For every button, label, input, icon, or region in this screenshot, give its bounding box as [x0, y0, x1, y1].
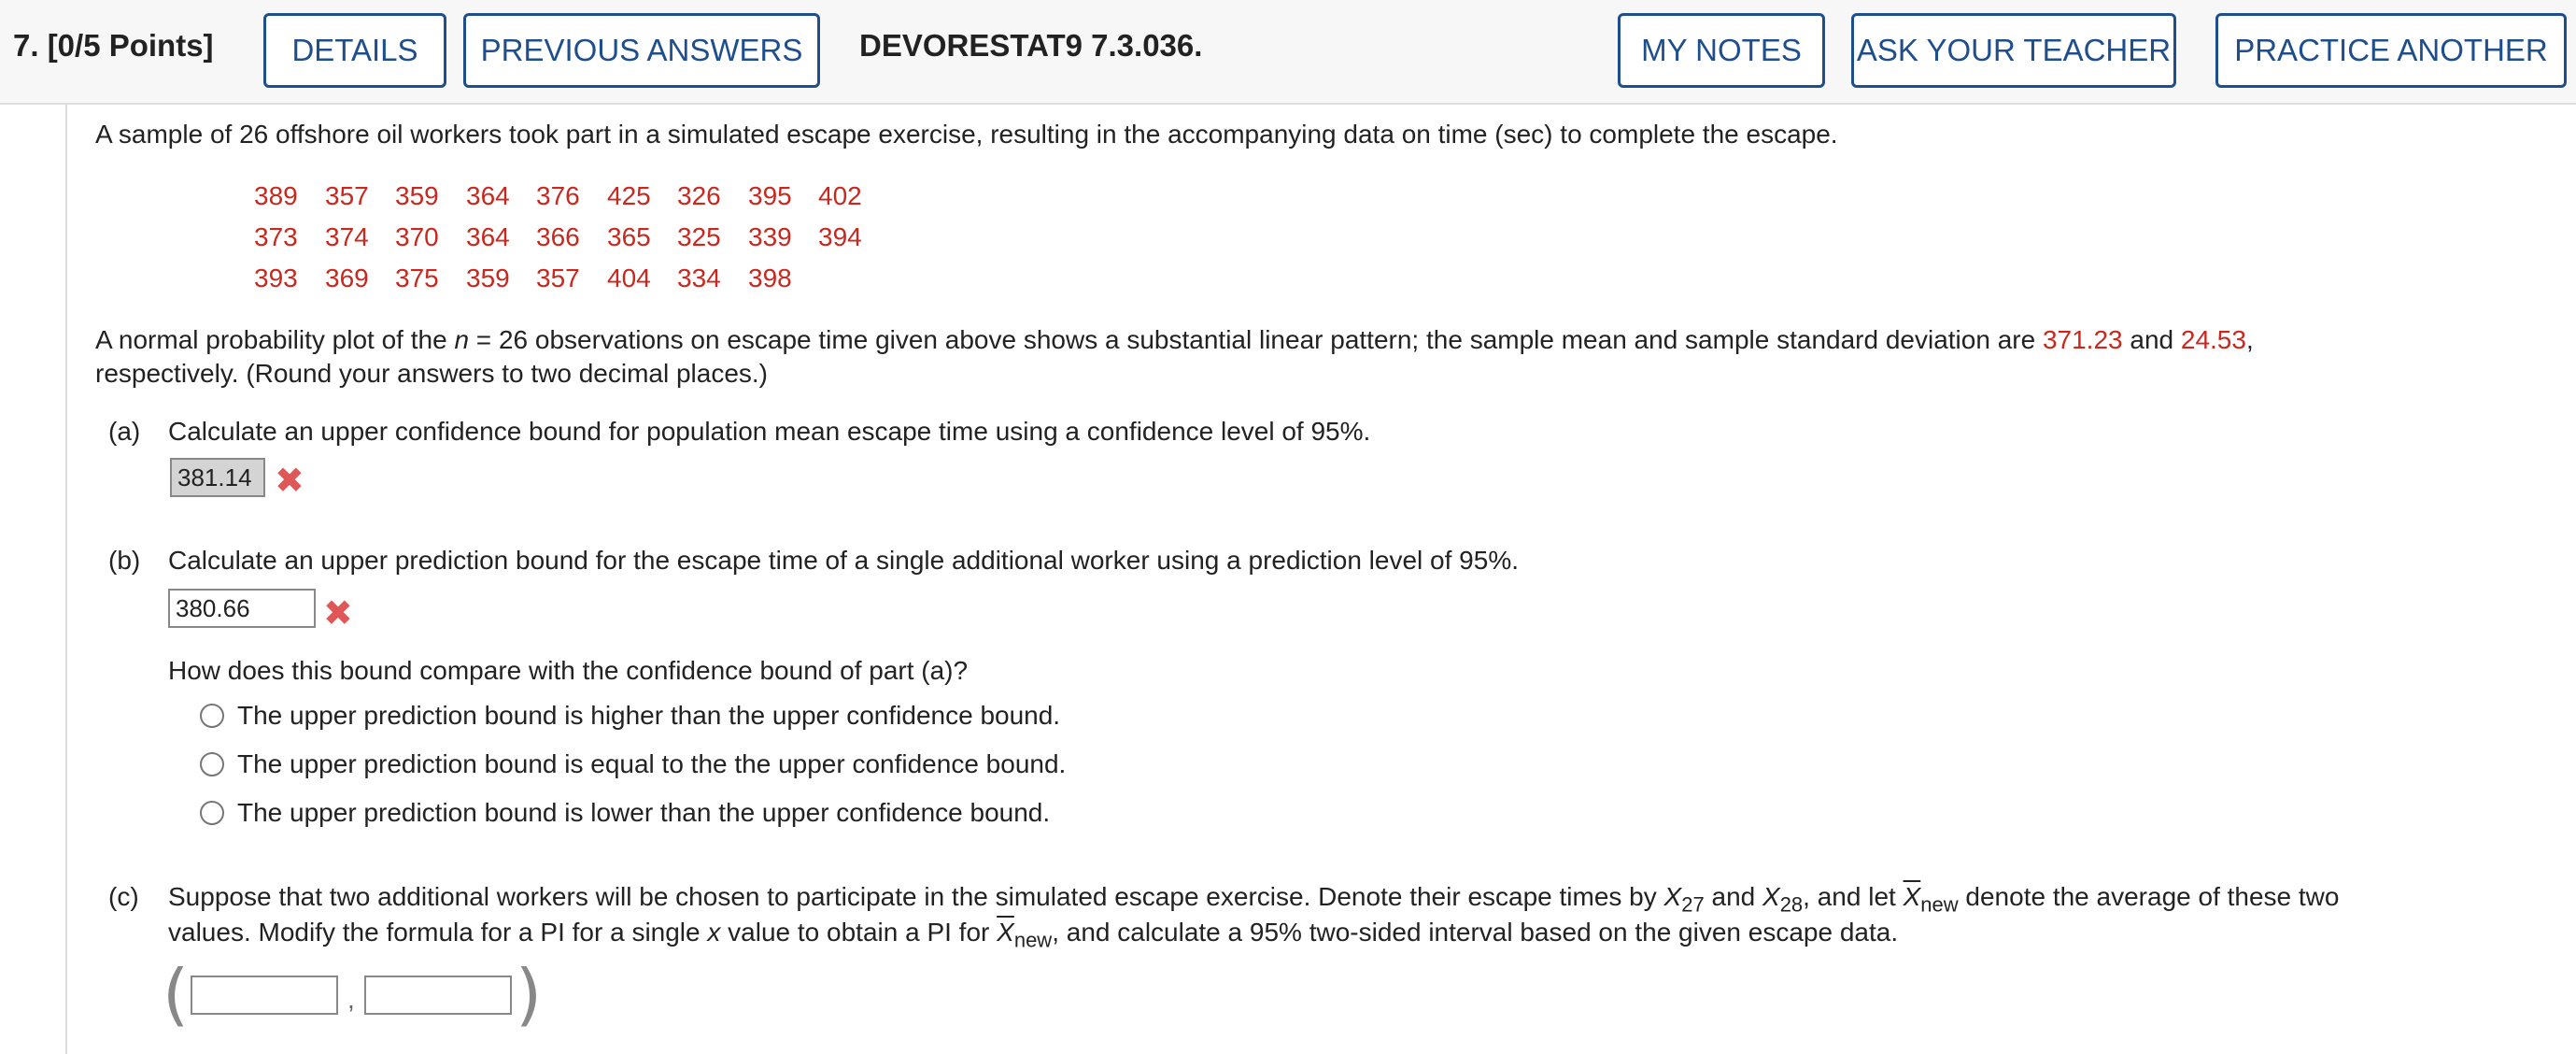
- details-button[interactable]: DETAILS: [263, 13, 446, 88]
- previous-answers-button[interactable]: PREVIOUS ANSWERS: [463, 13, 820, 88]
- text-fragment: , and let: [1803, 882, 1904, 911]
- data-value: 339: [748, 222, 792, 251]
- x-variable: X: [1663, 882, 1682, 911]
- incorrect-x-icon: ✖: [275, 462, 304, 501]
- data-value: 364: [466, 181, 510, 210]
- part-b-compare-question: How does this bound compare with the confidence bound of part (a)?: [168, 656, 969, 685]
- practice-another-button[interactable]: PRACTICE ANOTHER: [2215, 13, 2567, 88]
- text-fragment: ,: [2245, 325, 2254, 354]
- data-value: 373: [254, 222, 298, 251]
- data-value: 395: [748, 181, 792, 210]
- radio-option-lower[interactable]: [200, 801, 224, 825]
- ask-your-teacher-button[interactable]: ASK YOUR TEACHER: [1851, 13, 2176, 88]
- data-value: 364: [466, 222, 510, 251]
- data-value: 325: [677, 222, 721, 251]
- rounding-instructions: respectively. (Round your answers to two decimal places.): [95, 359, 769, 388]
- text-fragment: A normal probability plot of the: [95, 325, 455, 354]
- part-c-question-line2: [168, 918, 1898, 953]
- my-notes-button[interactable]: MY NOTES: [1618, 13, 1825, 88]
- text-fragment: values. Modify the formula for a PI for a single: [168, 918, 708, 947]
- content-left-border: [65, 105, 67, 1054]
- n-variable: n: [454, 325, 470, 354]
- data-value: 404: [607, 264, 651, 292]
- data-value: 398: [748, 264, 792, 292]
- text-fragment: Suppose that two additional workers will be chosen to participate in the simulated escape exercise. Denote their escape times by: [168, 882, 1664, 911]
- part-c-upper-bound-input[interactable]: [364, 976, 512, 1015]
- data-value: 326: [677, 181, 721, 210]
- data-value: 370: [395, 222, 439, 251]
- data-value: 375: [395, 264, 439, 292]
- incorrect-x-icon: ✖: [323, 594, 353, 634]
- question-code: DEVORESTAT9 7.3.036.: [859, 28, 1203, 63]
- radio-option-higher[interactable]: [200, 704, 224, 728]
- text-fragment: and: [1704, 882, 1762, 911]
- part-c-label: (c): [108, 882, 139, 911]
- data-value: 366: [536, 222, 580, 251]
- data-value: 365: [607, 222, 651, 251]
- problem-intro: A sample of 26 offshore oil workers took part in a simulated escape exercise, resulting in the accompanying data on time (sec) to complete the escape.: [95, 120, 1838, 149]
- data-value: 359: [466, 264, 510, 292]
- part-b-label: (b): [108, 546, 141, 575]
- data-value: 374: [325, 222, 369, 251]
- subscript: new: [1013, 928, 1053, 952]
- text-fragment: denote the average of these two: [1958, 882, 2340, 911]
- data-value: 389: [254, 181, 298, 210]
- text-fragment: , and calculate a 95% two-sided interval based on the given escape data.: [1052, 918, 1899, 947]
- data-value: 357: [536, 264, 580, 292]
- x-variable: X: [1762, 882, 1780, 911]
- normal-plot-text: [95, 325, 2254, 355]
- data-value: 359: [395, 181, 439, 210]
- part-a-question: Calculate an upper confidence bound for population mean escape time using a confidence level of 95%.: [168, 417, 1371, 446]
- part-a-label: (a): [108, 417, 141, 446]
- data-value: 393: [254, 264, 298, 292]
- part-c-lower-bound-input[interactable]: [191, 976, 338, 1015]
- open-paren: (: [163, 955, 190, 1033]
- radio-option-equal[interactable]: [200, 752, 224, 776]
- part-b-answer-field[interactable]: 380.66: [168, 589, 316, 628]
- text-fragment: = 26 observations on escape time given above shows a substantial linear pattern; the sample mean and sample standard deviation are: [469, 325, 2043, 354]
- close-paren: ): [516, 955, 543, 1033]
- text-fragment: value to obtain a PI for: [720, 918, 998, 947]
- part-b-question: Calculate an upper prediction bound for the escape time of a single additional worker using a prediction level of 95%.: [168, 546, 1519, 575]
- interval-comma: ,: [347, 985, 355, 1014]
- sample-sd: 24.53: [2180, 325, 2246, 354]
- question-header: [0, 0, 2576, 105]
- question-points: 7. [0/5 Points]: [13, 28, 214, 63]
- data-value: 369: [325, 264, 369, 292]
- subscript: 28: [1779, 892, 1804, 917]
- sample-mean: 371.23: [2042, 325, 2123, 354]
- data-value: 402: [818, 181, 862, 210]
- data-value: 394: [818, 222, 862, 251]
- data-value: 357: [325, 181, 369, 210]
- part-a-answer-field[interactable]: 381.14: [170, 458, 265, 497]
- option-label-lower: The upper prediction bound is lower than the upper confidence bound.: [237, 798, 1051, 827]
- x-bar-variable: $\overline{X}$: [997, 918, 1014, 947]
- subscript: 27: [1681, 892, 1705, 917]
- part-c-question-line1: [168, 882, 2339, 918]
- text-fragment: and: [2122, 325, 2181, 354]
- option-label-higher: The upper prediction bound is higher than the upper confidence bound.: [237, 701, 1061, 730]
- subscript: new: [1920, 892, 1959, 917]
- data-value: 376: [536, 181, 580, 210]
- data-value: 425: [607, 181, 651, 210]
- x-variable: x: [707, 918, 721, 947]
- option-label-equal: The upper prediction bound is equal to the the upper confidence bound.: [237, 749, 1067, 778]
- data-value: 334: [677, 264, 721, 292]
- x-bar-variable: $\overline{X}$: [1903, 882, 1921, 911]
